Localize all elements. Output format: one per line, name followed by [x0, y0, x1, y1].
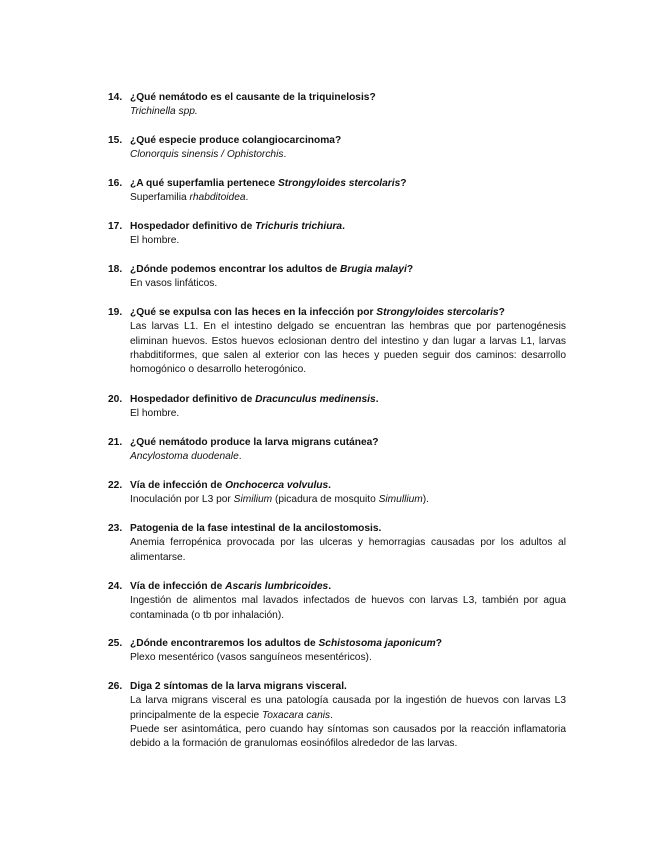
- answer: Ancylostoma duodenale.: [130, 451, 242, 463]
- question-title: ¿Qué nemátodo es el causante de la triquinelosis?: [130, 92, 376, 103]
- answer: Las larvas L1. En el intestino delgado se encuentran las hembras que por partenogénesis eliminan huevos. Estos huevos eclosionan dentro del intestino y dan lugar a larvas L1, larvas rhabditiformes, que salen al exterior con las heces y pueden seguir dos caminos: desarrollo homogónico o desarrollo heterogónico.: [130, 321, 566, 376]
- question-17: [108, 220, 566, 249]
- answer: Anemia ferropénica provocada por las ulceras y hemorragias causadas por los adultos al alimentarse.: [130, 537, 566, 563]
- question-15: [108, 134, 566, 163]
- question-number: 15.: [108, 135, 123, 146]
- question-number: 19.: [108, 307, 123, 318]
- question-24: [108, 580, 566, 623]
- question-title: Vía de infección de Ascaris lumbricoides.: [130, 581, 332, 592]
- answer: Plexo mesentérico (vasos sanguíneos mesentéricos).: [130, 652, 372, 664]
- question-number: 25.: [108, 638, 123, 649]
- answer: El hombre.: [130, 235, 180, 247]
- answer: Clonorquis sinensis / Ophistorchis.: [130, 149, 287, 161]
- question-title: ¿Qué especie produce colangiocarcinoma?: [130, 135, 342, 146]
- question-number: 21.: [108, 437, 123, 448]
- question-title: ¿Dónde encontraremos los adultos de Schistosoma japonicum?: [130, 638, 442, 649]
- question-title: ¿Qué se expulsa con las heces en la infección por Strongyloides stercolaris?: [130, 307, 505, 318]
- question-number: 20.: [108, 394, 123, 405]
- answer: La larva migrans visceral es una patología causada por la ingestión de huevos con larvas L3 principalmente de la especie Toxacara canis. Puede ser asintomática, pero cuando hay síntomas son causados por la reacción inflamatoria debido a la formación de granulomas eosinófilos alrededor de las larvas.: [130, 695, 566, 750]
- question-title: Patogenia de la fase intestinal de la ancilostomosis.: [130, 523, 382, 534]
- question-title: Vía de infección de Onchocerca volvulus.: [130, 480, 332, 491]
- question-25: [108, 637, 566, 666]
- question-19: [108, 306, 566, 377]
- question-title: ¿A qué superfamlia pertenece Strongyloides stercolaris?: [130, 178, 407, 189]
- question-number: 24.: [108, 581, 123, 592]
- question-number: 26.: [108, 681, 123, 692]
- question-26: [108, 680, 566, 751]
- question-title: ¿Qué nemátodo produce la larva migrans cutánea?: [130, 437, 379, 448]
- question-title: ¿Dónde podemos encontrar los adultos de Brugia malayi?: [130, 264, 414, 275]
- answer: Ingestión de alimentos mal lavados infectados de huevos con larvas L3, también por agua contaminada (o tb por inhalación).: [130, 595, 566, 621]
- question-title: Hospedador definitivo de Trichuris trichiura.: [130, 221, 345, 232]
- question-number: 18.: [108, 264, 123, 275]
- answer: Superfamilia rhabditoidea.: [130, 192, 249, 204]
- question-21: [108, 436, 566, 465]
- question-title: Diga 2 síntomas de la larva migrans visceral.: [130, 681, 347, 692]
- answer: Trichinella spp.: [130, 106, 198, 118]
- answer: En vasos linfáticos.: [130, 278, 218, 290]
- question-title: Hospedador definitivo de Dracunculus medinensis.: [130, 394, 379, 405]
- answer: El hombre.: [130, 408, 180, 420]
- question-number: 16.: [108, 178, 123, 189]
- question-number: 22.: [108, 480, 123, 491]
- question-23: [108, 522, 566, 565]
- question-number: 17.: [108, 221, 123, 232]
- question-22: [108, 479, 566, 508]
- question-20: [108, 393, 566, 422]
- question-number: 23.: [108, 523, 123, 534]
- question-16: [108, 177, 566, 206]
- answer: Inoculación por L3 por Similium (picadura de mosquito Simullium).: [130, 494, 430, 506]
- question-number: 14.: [108, 92, 123, 103]
- question-14: [108, 91, 566, 120]
- question-18: [108, 263, 566, 292]
